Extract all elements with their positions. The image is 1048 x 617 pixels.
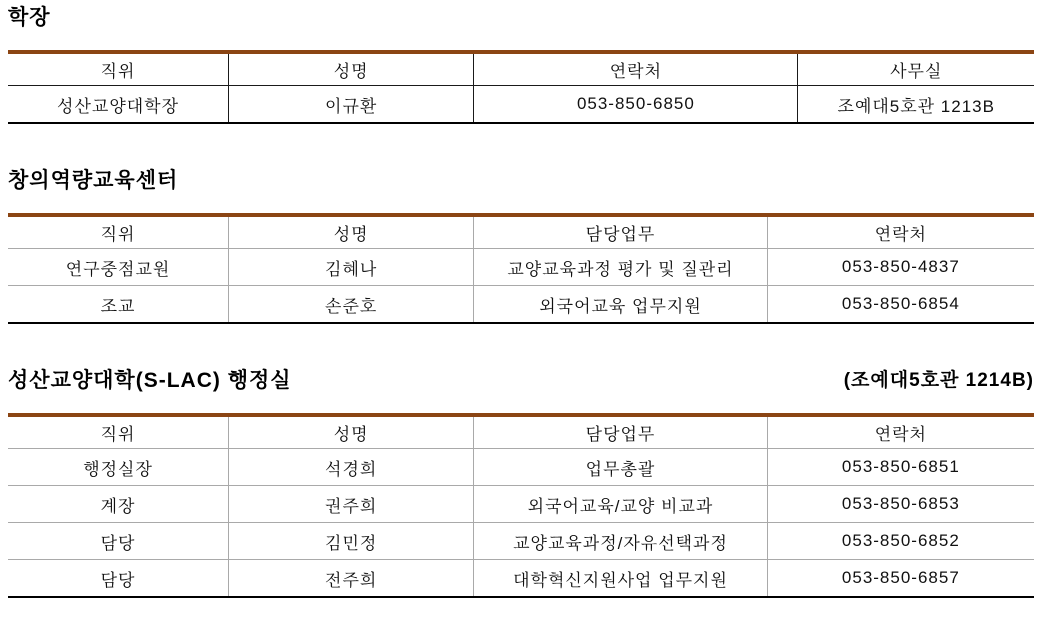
section-header [8, 367, 1034, 394]
column-header: 사무실 [798, 52, 1034, 86]
column-header: 직위 [8, 52, 229, 86]
column-header: 연락처 [767, 215, 1034, 249]
table-cell: 권주희 [229, 486, 474, 523]
table-cell: 성산교양대학장 [57, 96, 180, 116]
table-cell: 석경희 [229, 449, 474, 486]
table-cell: 053-850-4837 [767, 249, 1034, 286]
section-header [8, 167, 1034, 194]
contact-table [8, 50, 1034, 124]
table-cell: 연구중점교원 [65, 259, 171, 279]
table-header-row [8, 215, 1034, 249]
table-row [8, 249, 1034, 286]
table-cell: 053-850-6850 [474, 86, 798, 124]
table-row [8, 286, 1034, 324]
table-cell: 업무총괄 [474, 449, 767, 486]
table-cell: 053-850-6857 [767, 560, 1034, 598]
table-cell: 계장 [8, 486, 229, 523]
column-header: 연락처 [767, 415, 1034, 449]
section-title: 학장 [8, 6, 51, 29]
column-header: 직위 [8, 215, 229, 249]
table-row [8, 560, 1034, 598]
table-row [8, 86, 1034, 124]
section-creative-competency-education-center [8, 167, 1034, 324]
table-cell: 전주희 [229, 560, 474, 598]
section-dean [8, 4, 1034, 124]
section-admin-office [8, 367, 1034, 598]
table-cell: 담당 [8, 560, 229, 598]
section-title: 창의역량교육센터 [8, 169, 179, 192]
column-header: 성명 [229, 415, 474, 449]
table-row [8, 486, 1034, 523]
table-cell: 053-850-6854 [767, 286, 1034, 324]
column-header: 성명 [229, 52, 474, 86]
section-title: 성산교양대학(S-LAC) 행정실 [8, 369, 292, 392]
table-cell: 053-850-6853 [767, 486, 1034, 523]
table-cell: 외국어교육 업무지원 [474, 286, 767, 324]
table-cell: 외국어교육/교양 비교과 [474, 486, 767, 523]
table-cell: 이규환 [229, 86, 474, 124]
table-header-row [8, 415, 1034, 449]
section-header [8, 4, 1034, 31]
table-cell: 조교 [8, 286, 229, 324]
column-header: 담당업무 [474, 215, 767, 249]
column-header: 직위 [8, 415, 229, 449]
table-cell: 손준호 [229, 286, 474, 324]
table-row [8, 449, 1034, 486]
section-annotation: (조예대5호관 1214B) [843, 370, 1034, 391]
column-header: 성명 [229, 215, 474, 249]
table-cell: 053-850-6851 [767, 449, 1034, 486]
column-header: 연락처 [474, 52, 798, 86]
contact-table [8, 213, 1034, 324]
table-cell: 담당 [8, 523, 229, 560]
table-cell: 행정실장 [83, 459, 153, 479]
table-cell: 조예대5호관 1213B [798, 86, 1034, 124]
table-cell: 053-850-6852 [767, 523, 1034, 560]
table-cell: 김민정 [229, 523, 474, 560]
table-cell: 교양교육과정 평가 및 질관리 [474, 249, 767, 286]
table-header-row [8, 52, 1034, 86]
sections-root [8, 4, 1034, 598]
table-cell: 대학혁신지원사업 업무지원 [474, 560, 767, 598]
table-cell: 교양교육과정/자유선택과정 [474, 523, 767, 560]
table-cell: 김혜나 [229, 249, 474, 286]
table-row [8, 523, 1034, 560]
column-header: 담당업무 [474, 415, 767, 449]
contact-table [8, 413, 1034, 598]
